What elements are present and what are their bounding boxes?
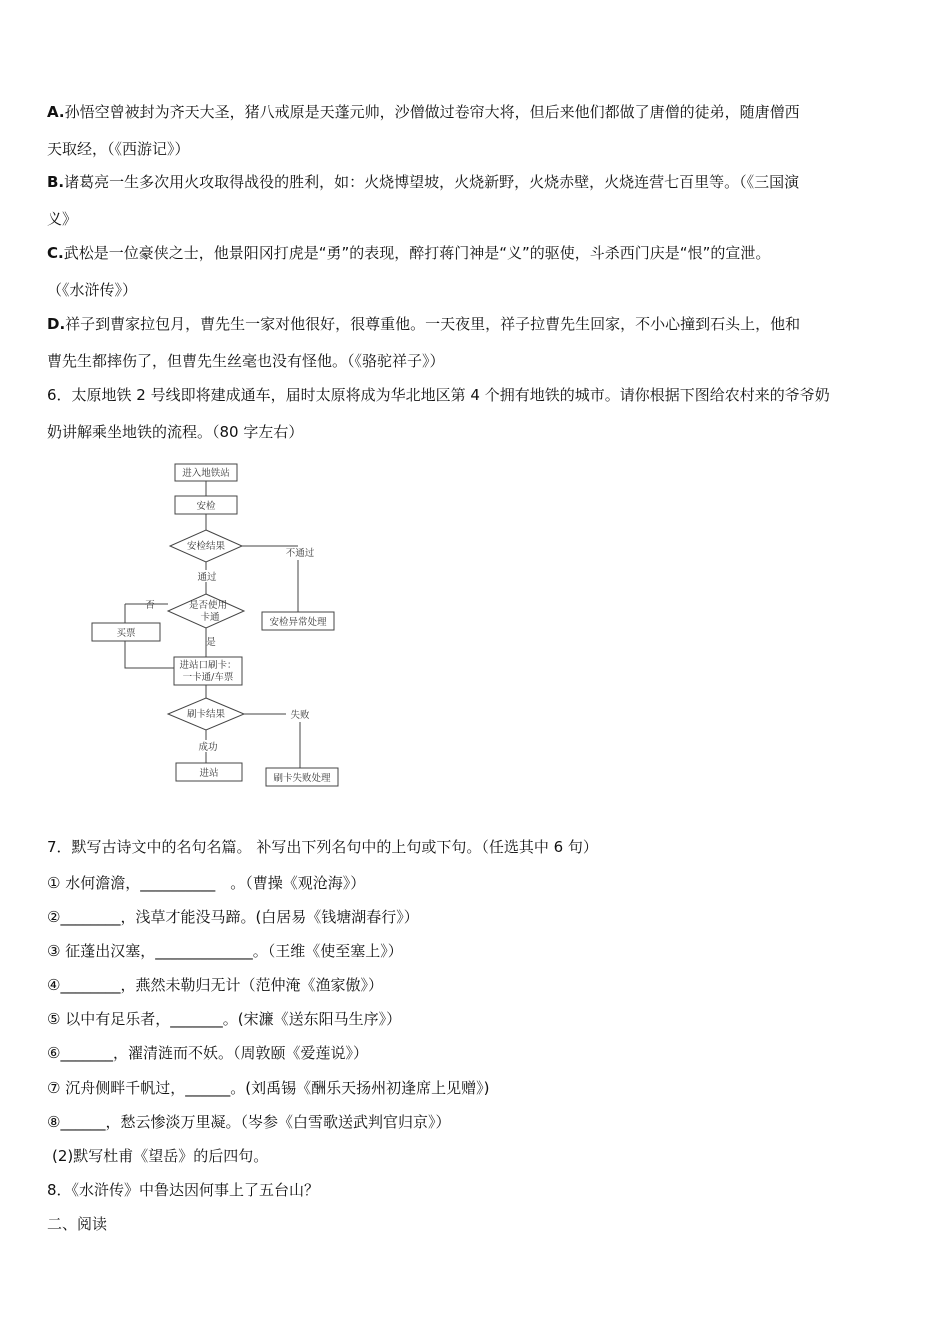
option-b-text: 诸葛亮一生多次用火攻取得战役的胜利，如：火烧博望坡，火烧新野，火烧赤壁，火烧连营七百里等。（《三国演 — [64, 173, 800, 191]
option-c-text: 武松是一位豪侠之士，他景阳冈打虎是“勇”的表现，醉打蒋门神是“义”的驱使，斗杀西门庆是“恨”的宣泄。 — [63, 244, 771, 262]
fc-buy-ticket-label: 买票 — [116, 628, 136, 639]
option-d-text: 祥子到曹家拉包月，曹先生一家对他很好，很尊重他。一天夜里，祥子拉曹先生回家，不小心撞到石头上，他和 — [65, 315, 801, 333]
option-b-letter: B. — [47, 173, 65, 191]
section-2-heading: 二、阅读 — [47, 1215, 108, 1233]
q6-line2: 奶讲解乘坐地铁的流程。（80 字左右） — [47, 423, 304, 441]
fc-gate-swipe-label-2: 一卡通/车票 — [182, 672, 234, 683]
fc-enter-gate-label: 进站 — [199, 768, 219, 779]
fc-pass-label: 通过 — [197, 572, 217, 583]
q7-item-7: ⑦ 沉舟侧畔千帆过，______。(刘禹锡《酬乐天扬州初逢席上见赠》) — [47, 1079, 490, 1097]
option-a-line2: 天取经，（《西游记》） — [47, 140, 190, 158]
fc-no-label: 否 — [145, 600, 155, 611]
option-a-letter: A. — [47, 103, 65, 121]
q7-intro: 7．默写古诗文中的名句名篇。 补写出下列名句中的上句或下句。（任选其中 6 句） — [47, 838, 598, 856]
option-a-text: 孙悟空曾被封为齐天大圣，猪八戒原是天蓬元帅，沙僧做过卷帘大将，但后来他们都做了唐僧的徒弟，随唐僧西 — [64, 103, 800, 121]
fc-not-pass-label: 不通过 — [285, 548, 315, 559]
q6-line1: 6．太原地铁 2 号线即将建成通车，届时太原将成为华北地区第 4 个拥有地铁的城市。请你根据下图给农村来的爷爷奶 — [47, 386, 830, 404]
q7-item-2: ②________，浅草才能没马蹄。(白居易《钱塘湖春行》） — [47, 908, 419, 926]
fc-swipe-result-label: 刷卡结果 — [186, 709, 226, 720]
q7-item-4: ④________，燕然未勒归无计（范仲淹《渔家傲》） — [47, 976, 383, 994]
fc-gate-swipe-label-1: 进站口刷卡： — [179, 660, 237, 671]
fc-buy-to-gate — [125, 641, 174, 668]
q7-item-6: ⑥_______，濯清涟而不妖。（周敦颐《爱莲说》） — [47, 1044, 368, 1062]
fc-security-result-label: 安检结果 — [186, 541, 226, 552]
q7-part2: (2)默写杜甫《望岳》的后四句。 — [52, 1147, 269, 1165]
option-c-letter: C. — [47, 244, 64, 262]
q7-item-1: ① 水何澹澹，__________ 。（曹操《观沧海》） — [47, 874, 366, 892]
fc-yes-label: 是 — [206, 637, 216, 648]
fc-use-card-label-1: 是否使用 — [188, 600, 228, 611]
q7-item-3: ③ 征蓬出汉塞，_____________。（王维《使至塞上》） — [47, 942, 403, 960]
fc-success-label: 成功 — [198, 742, 218, 753]
fc-swipe-fail-label: 刷卡失败处理 — [273, 773, 331, 784]
option-c-line2: （《水浒传》） — [47, 281, 138, 299]
fc-fail-label: 失败 — [290, 710, 310, 721]
fc-security-abnormal-label: 安检异常处理 — [269, 617, 327, 628]
q7-item-8: ⑧______，愁云惨淡万里凝。（岑参《白雪歌送武判官归京》） — [47, 1113, 451, 1131]
option-b-line2: 义》 — [47, 210, 78, 228]
option-d-letter: D. — [47, 315, 66, 333]
fc-enter-station-label: 进入地铁站 — [182, 468, 230, 479]
option-d-line2: 曹先生都摔伤了，但曹先生丝毫也没有怪他。（《骆驼祥子》） — [47, 352, 445, 370]
fc-use-card-label-2: 卡通 — [200, 612, 220, 623]
q7-item-5: ⑤ 以中有足乐者，_______。(宋濂《送东阳马生序》） — [47, 1010, 402, 1028]
q8: 8．《水浒传》中鲁达因何事上了五台山？ — [47, 1181, 320, 1199]
fc-security-label: 安检 — [196, 501, 216, 512]
